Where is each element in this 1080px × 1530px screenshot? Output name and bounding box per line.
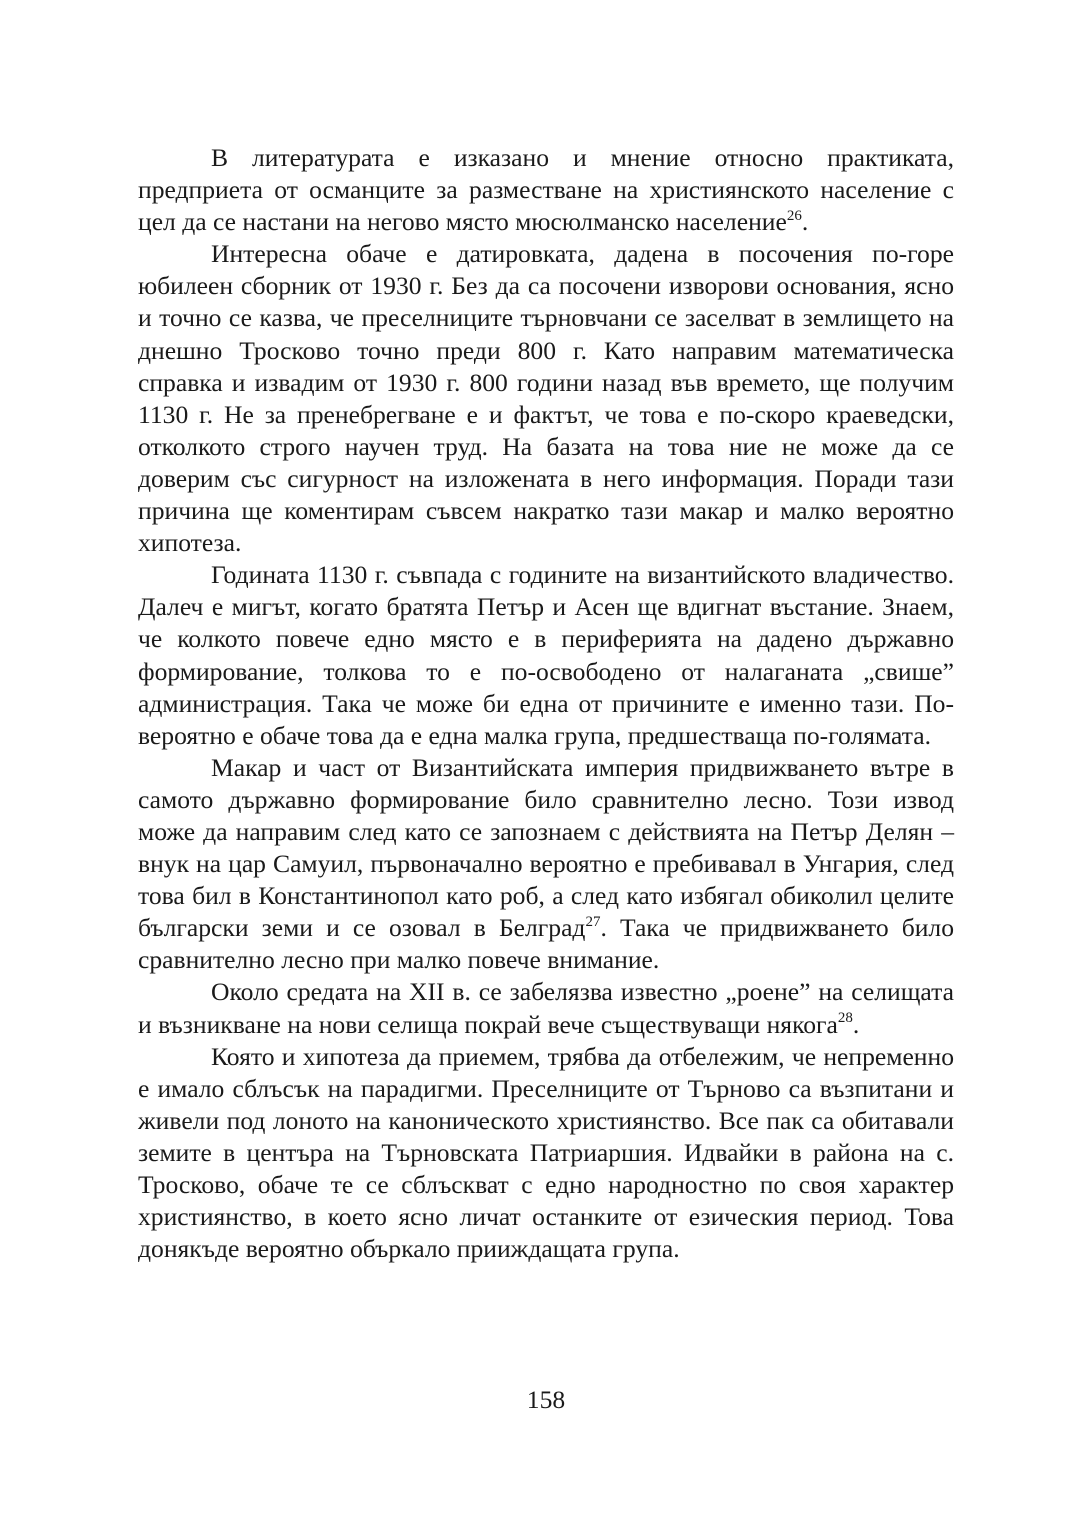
paragraph-text: Годината 1130 г. съвпада с годините на византийското владичество. Далеч е мигът, когато братята Петър и Асен ще вдигнат въстание. Знаем, че колкото повече едно място е в периферията на дадено държавно формирование, толкова то е по-освободено от налаганата „свише” администрация. Така че може би една от причините е именно тази. По-вероятно е обаче това да е една малка група, предшестваща по-голямата. [138, 560, 954, 750]
body-text [138, 142, 954, 1265]
paragraph-6 [138, 1041, 954, 1266]
paragraph-text: Интересна обаче е датировката, дадена в посочения по-горе юбилеен сборник от 1930 г. Без да са посочени изворови основания, ясно и точно се казва, че преселниците търновчани се заселват в землището на днешно Тросково точно преди 800 г. Като направим математическа справка и извадим от 1930 г. 800 години назад във времето, ще получим 1130 г. Не за пренебрегване е и фактът, че това е по-скоро краеведски, отколкото строго научен труд. На базата на това ние не може да се доверим със сигурност на изложената в него информация. Поради тази причина ще коментирам съвсем накратко тази макар и малко вероятно хипотеза. [138, 239, 954, 558]
page-number: 158 [526, 1385, 566, 1414]
paragraph-text: . [801, 207, 809, 237]
footnote-marker-27[interactable]: 27 [585, 913, 601, 930]
paragraph-3 [138, 559, 954, 752]
paragraph-text: . Така че придвижването било сравнително лесно при малко повече внимание. [138, 913, 954, 975]
paragraph-text: Която и хипотеза да приемем, трябва да отбележим, че непременно е имало сблъсък на парадигми. Преселниците от Търново са възпитани и живели под лоното на каноническото християнство. Все пак са обитавали земите в центъра на Търновската Патриаршия. Идвайки в района на с. Тросково, обаче те се сблъскват с едно народностно по своя характер християнство, в което ясно личат останките от езическия период. Това донякъде вероятно объркало прииждащата група. [138, 1041, 954, 1264]
footnote-marker-28[interactable]: 28 [837, 1010, 853, 1026]
paragraph-4 [138, 752, 954, 977]
paragraph-text: . [852, 1009, 860, 1039]
paragraph-5 [138, 976, 954, 1040]
paragraph-2 [138, 238, 954, 559]
footnote-marker-26[interactable]: 26 [786, 207, 802, 224]
paragraph-text: Около средата на XII в. се забелязва известно „роене” на селищата и възникване на нови селища покрай вече съществуващи някога [138, 977, 954, 1039]
paragraph-text: Макар и част от Византийската империя придвижването вътре в самото държавно формирование било сравнително лесно. Този извод може да направим след като се запознаем с действията на Петър Делян – внук на цар Самуил, първоначално вероятно е пребивавал в Унгария, след това бил в Константинопол като роб, а след като избягал обиколил целите български земи и се озовал в Белград [138, 752, 954, 943]
paragraph-1 [138, 142, 954, 238]
paragraph-text: В литературата е изказано и мнение относно практиката, предприета от османците за разместване на християнското население с цел да се настани на негово място мюсюлманско население [138, 143, 954, 237]
